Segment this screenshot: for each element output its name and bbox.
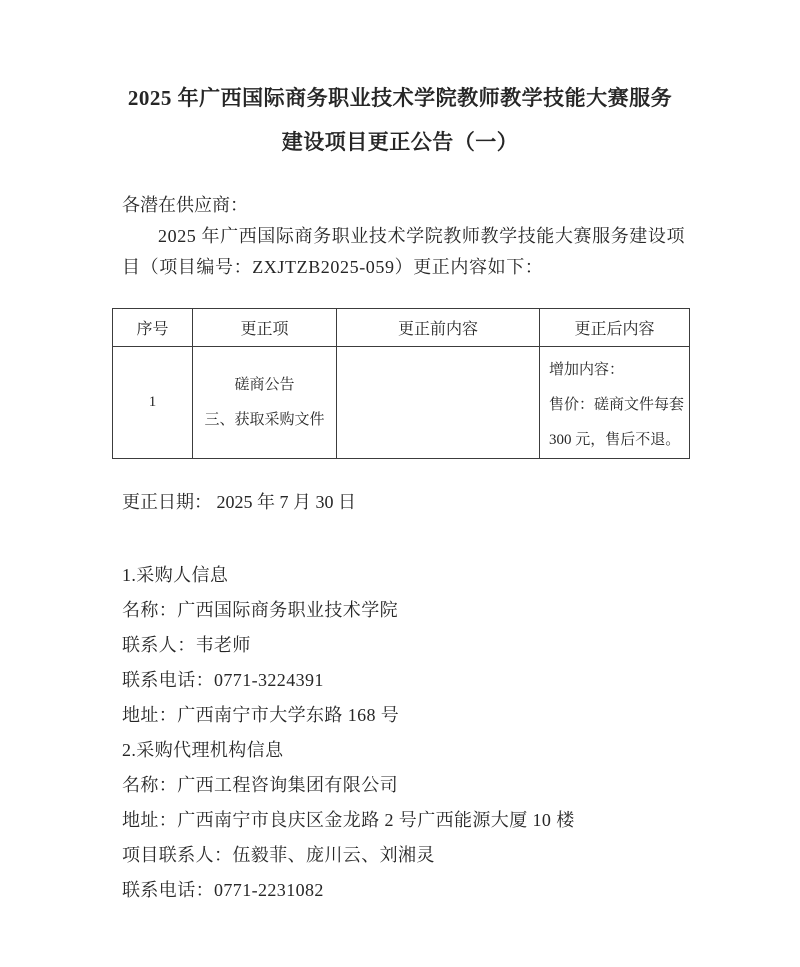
after-content-line-2: 售价：磋商文件每套 (549, 397, 685, 413)
correction-date-text: 更正日期： 2025 年 7 月 30 日 (122, 492, 356, 512)
cell-sequence-number: 1 (113, 347, 193, 459)
intro-paragraph (122, 221, 702, 283)
table-row (113, 347, 690, 459)
agency-address-line: 地址：广西南宁市良庆区金龙路 2 号广西能源大厦 10 楼 (122, 810, 575, 830)
title-line-2: 建设项目更正公告（一） (281, 130, 519, 155)
header-cell-before-content: 更正前内容 (337, 309, 540, 347)
table-header-row (113, 309, 690, 347)
purchaser-section-heading: 1.采购人信息 (122, 565, 229, 585)
document-title (0, 76, 800, 164)
intro-line-1: 2025 年广西国际商务职业技术学院教师教学技能大赛服务建设项 (158, 226, 686, 246)
cell-correction-item (193, 347, 337, 459)
header-cell-correction-item: 更正项 (193, 309, 337, 347)
purchaser-phone-line: 联系电话：0771-3224391 (122, 670, 324, 690)
purchaser-address-line: 地址：广西南宁市大学东路 168 号 (122, 705, 400, 725)
salutation-text: 各潜在供应商： (122, 195, 248, 215)
cell-after-content (540, 347, 690, 459)
purchaser-contact-line: 联系人：韦老师 (122, 635, 251, 655)
header-cell-sequence: 序号 (113, 309, 193, 347)
contact-info-block (122, 558, 722, 908)
intro-line-2: 目（项目编号：ZXJTZB2025-059）更正内容如下： (122, 257, 544, 277)
agency-contacts-line: 项目联系人：伍毅菲、庞川云、刘湘灵 (122, 845, 435, 865)
correction-table (112, 308, 690, 459)
header-cell-after-content: 更正后内容 (540, 309, 690, 347)
correction-table-header (113, 309, 690, 347)
agency-name-line: 名称：广西工程咨询集团有限公司 (122, 775, 398, 795)
agency-section-heading: 2.采购代理机构信息 (122, 740, 284, 760)
purchaser-name-line: 名称：广西国际商务职业技术学院 (122, 600, 398, 620)
correction-item-line-1: 磋商公告 (234, 376, 295, 393)
title-line-1: 2025 年广西国际商务职业技术学院教师教学技能大赛服务 (127, 86, 673, 111)
cell-before-content (337, 347, 540, 459)
after-content-line-3: 300 元，售后不退。 (549, 432, 681, 448)
after-content-line-1: 增加内容： (549, 362, 625, 378)
correction-item-line-2: 三、获取采购文件 (204, 411, 325, 428)
agency-phone-line: 联系电话：0771-2231082 (122, 880, 324, 900)
